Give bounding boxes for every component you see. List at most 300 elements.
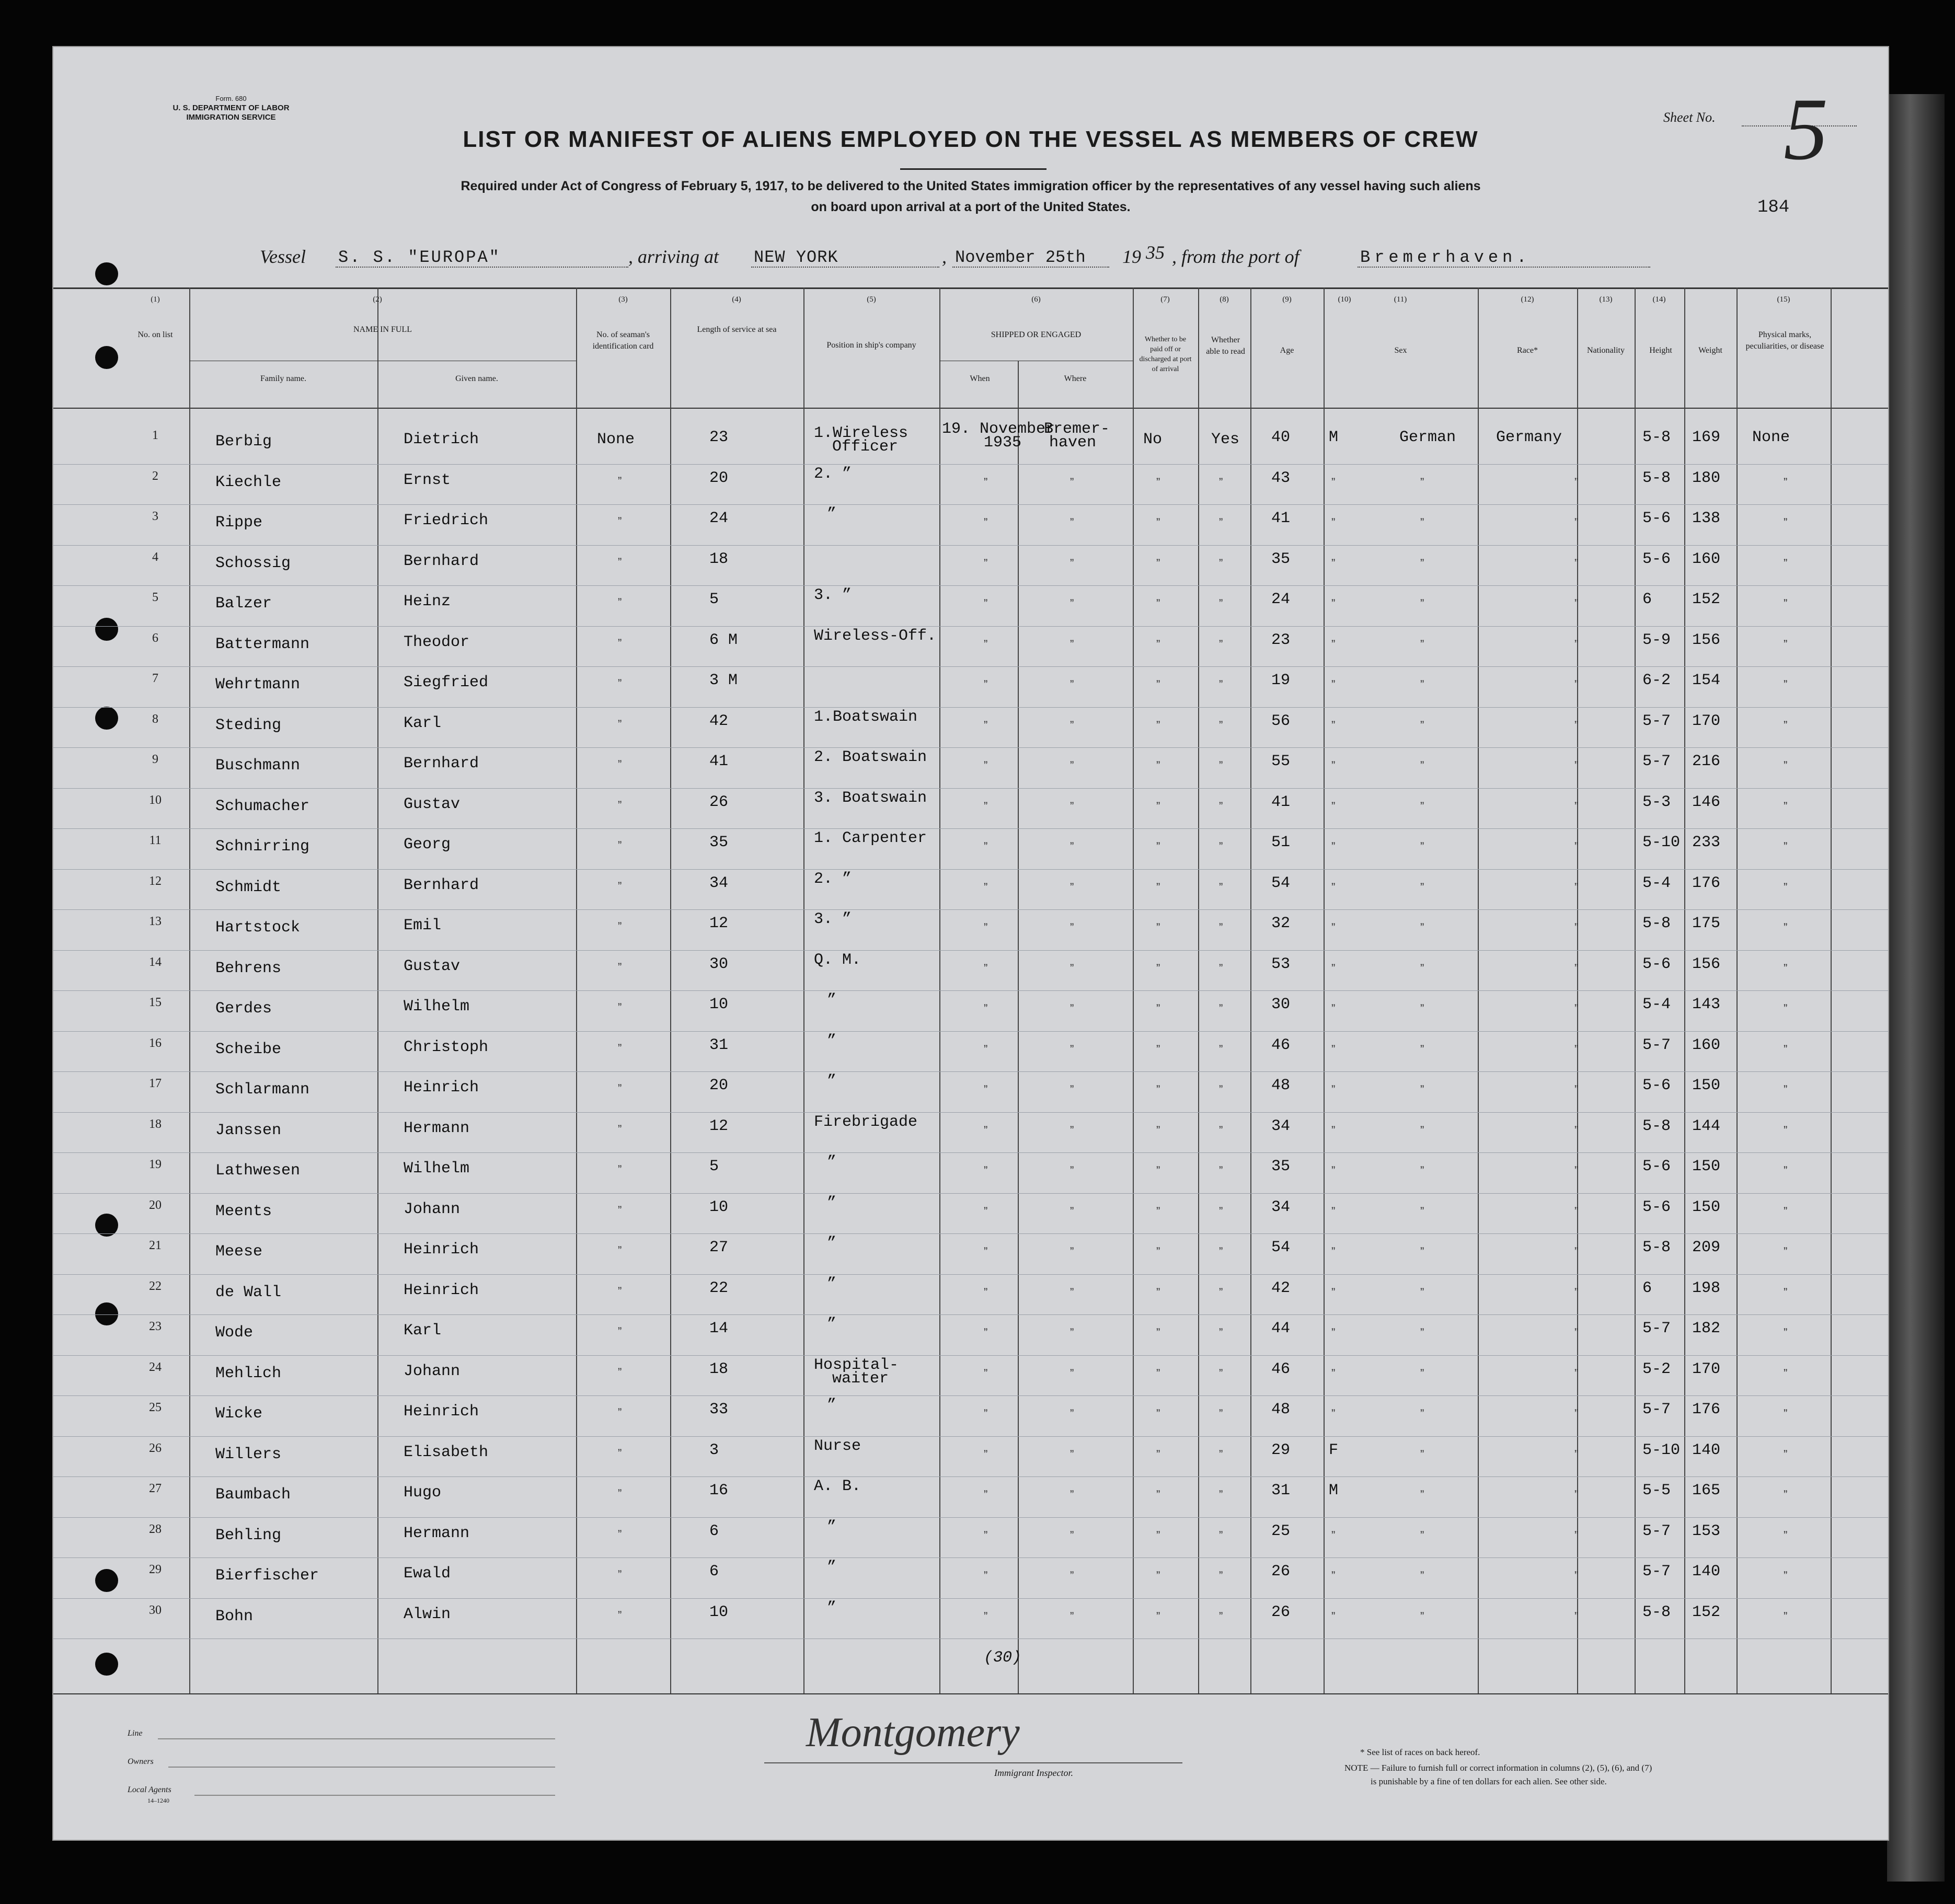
physical-marks-ditto: ” <box>1784 719 1788 732</box>
family-name: Wode <box>215 1324 254 1342</box>
seaman-id-ditto: ” <box>618 718 622 731</box>
physical-marks-ditto: ” <box>1784 1245 1788 1258</box>
owners-label: Owners <box>128 1757 154 1766</box>
shipped-where-ditto: ” <box>1070 1164 1074 1177</box>
title-rule <box>900 168 1046 170</box>
able-to-read-ditto: ” <box>1219 1367 1223 1380</box>
paid-off-ditto: ” <box>1156 638 1160 651</box>
shipped-when-ditto: ” <box>984 1610 988 1623</box>
height: 5-7 <box>1642 1320 1671 1337</box>
paid-off-ditto: ” <box>1156 1124 1160 1137</box>
sex-ditto: ” <box>1331 921 1336 934</box>
row-number: 17 <box>149 1077 162 1090</box>
row-number: 26 <box>149 1441 162 1455</box>
age: 34 <box>1271 1117 1291 1135</box>
physical-marks-ditto: ” <box>1784 1286 1788 1299</box>
age: 26 <box>1271 1563 1291 1580</box>
shipped-where-ditto: ” <box>1070 516 1074 529</box>
age: 43 <box>1271 469 1291 487</box>
header-where: Where <box>1064 374 1087 383</box>
able-to-read-ditto: ” <box>1219 1326 1223 1339</box>
height: 5-4 <box>1642 996 1671 1013</box>
position: Hospital- <box>814 1356 899 1374</box>
paid-off-ditto: ” <box>1156 962 1160 975</box>
weight: 140 <box>1692 1563 1721 1580</box>
given-name: Heinz <box>404 593 451 610</box>
nationality-ditto: ” <box>1574 840 1579 853</box>
shipped-when-ditto: ” <box>984 1367 988 1380</box>
weight: 138 <box>1692 510 1721 527</box>
manifest-page <box>52 46 1889 1841</box>
row-number: 14 <box>149 955 162 969</box>
header-weight: Weight <box>1698 346 1722 355</box>
race-ditto: ” <box>1420 1488 1424 1501</box>
shipped-where-ditto: ” <box>1070 1448 1074 1461</box>
shipped-when-ditto: ” <box>984 1286 988 1299</box>
seaman-id-ditto: ” <box>618 1123 622 1136</box>
race-ditto: ” <box>1420 840 1424 853</box>
header-age: Age <box>1280 346 1294 355</box>
row-number: 12 <box>149 874 162 888</box>
shipped-where-ditto: ” <box>1070 597 1074 610</box>
position: Firebrigade <box>814 1113 918 1131</box>
shipped-where-ditto: ” <box>1070 1245 1074 1258</box>
family-name: Lathwesen <box>215 1162 301 1180</box>
height: 5-8 <box>1642 1603 1671 1621</box>
paid-off-ditto: ” <box>1156 1488 1160 1501</box>
family-name: Willers <box>215 1446 282 1463</box>
able-to-read-ditto: ” <box>1219 1205 1223 1218</box>
paid-off-ditto: ” <box>1156 921 1160 934</box>
family-name: Berbig <box>215 433 272 451</box>
line-label: Line <box>128 1729 143 1738</box>
row-rule <box>53 950 1888 951</box>
sheet-label: Sheet No. <box>1663 110 1716 125</box>
race-ditto: ” <box>1420 800 1424 813</box>
seaman-id-ditto: ” <box>618 1163 622 1176</box>
row-number: 28 <box>149 1522 162 1536</box>
age: 19 <box>1271 672 1291 689</box>
length-of-service: 35 <box>709 834 729 851</box>
nationality-ditto: ” <box>1574 719 1579 732</box>
form-header <box>121 94 341 122</box>
nationality-ditto: ” <box>1574 678 1579 691</box>
family-name: Behrens <box>215 960 282 977</box>
height: 5-6 <box>1642 1198 1671 1216</box>
race-note: * See list of races on back hereof. <box>1360 1747 1480 1757</box>
race-ditto: ” <box>1420 597 1424 610</box>
nationality-ditto: ” <box>1574 557 1579 570</box>
seaman-id-ditto: ” <box>618 961 622 974</box>
shipped-where-ditto: ” <box>1070 1488 1074 1501</box>
row-rule <box>53 1233 1888 1234</box>
age: 26 <box>1271 1603 1291 1621</box>
paid-off-ditto: ” <box>1156 1002 1160 1015</box>
row-rule <box>53 1031 1888 1032</box>
row-number: 23 <box>149 1320 162 1333</box>
shipped-where: Bremer- <box>1044 420 1110 438</box>
weight: 156 <box>1692 955 1721 973</box>
given-name: Karl <box>404 714 442 732</box>
physical-marks-ditto: ” <box>1784 597 1788 610</box>
row-number: 15 <box>149 996 162 1009</box>
weight: 150 <box>1692 1158 1721 1175</box>
nationality-ditto: ” <box>1574 1569 1579 1582</box>
sex-ditto: ” <box>1331 1124 1336 1137</box>
seaman-id-ditto: ” <box>618 1487 622 1500</box>
paid-off-ditto: ” <box>1156 840 1160 853</box>
height: 5-8 <box>1642 915 1671 932</box>
given-name: Bernhard <box>404 755 479 772</box>
given-name: Heinrich <box>404 1079 479 1097</box>
sex-ditto: ” <box>1331 1569 1336 1582</box>
length-of-service: 5 <box>709 591 719 608</box>
nationality-ditto: ” <box>1574 1610 1579 1623</box>
sex-ditto: ” <box>1331 638 1336 651</box>
age: 42 <box>1271 1279 1291 1297</box>
race-ditto: ” <box>1420 638 1424 651</box>
sex-ditto: ” <box>1331 1164 1336 1177</box>
age: 53 <box>1271 955 1291 973</box>
nationality-ditto: ” <box>1574 1529 1579 1542</box>
length-of-service: 18 <box>709 550 729 568</box>
row-rule <box>53 1112 1888 1113</box>
given-name: Theodor <box>404 633 470 651</box>
race-ditto: ” <box>1420 1529 1424 1542</box>
header-length-service: Length of service at sea <box>697 325 777 334</box>
row-rule <box>53 1355 1888 1356</box>
weight: 180 <box>1692 469 1721 487</box>
able-to-read-ditto: ” <box>1219 638 1223 651</box>
punch-hole <box>95 1302 118 1325</box>
height: 5-7 <box>1642 712 1671 730</box>
sex-ditto: ” <box>1331 840 1336 853</box>
seaman-id-ditto: ” <box>618 1244 622 1257</box>
paid-off-ditto: ” <box>1156 800 1160 813</box>
paid-off-ditto: ” <box>1156 516 1160 529</box>
nationality-ditto: ” <box>1574 1488 1579 1501</box>
seaman-id-ditto: ” <box>618 1366 622 1379</box>
paid-off-ditto: ” <box>1156 678 1160 691</box>
row-number: 18 <box>149 1117 162 1131</box>
row-rule <box>53 1193 1888 1194</box>
race-ditto: ” <box>1420 962 1424 975</box>
height: 5-7 <box>1642 1522 1671 1540</box>
nationality-ditto: ” <box>1574 1326 1579 1339</box>
nationality-ditto: ” <box>1574 1367 1579 1380</box>
seaman-id-ditto: ” <box>618 799 622 812</box>
position: ” <box>827 505 837 523</box>
row-rule <box>53 464 1888 465</box>
family-name: Battermann <box>215 636 310 653</box>
height: 6 <box>1642 1279 1652 1297</box>
column-number: (2) <box>373 295 382 304</box>
age: 35 <box>1271 550 1291 568</box>
header-race: Race* <box>1517 346 1538 355</box>
row-number: 25 <box>149 1401 162 1414</box>
weight: 169 <box>1692 429 1721 446</box>
shipped-where-ditto: ” <box>1070 881 1074 894</box>
position: ” <box>827 1316 837 1333</box>
row-rule <box>53 1598 1888 1599</box>
able-to-read-ditto: ” <box>1219 1083 1223 1096</box>
subtitle <box>53 176 1888 217</box>
age: 54 <box>1271 874 1291 892</box>
family-name: Behling <box>215 1527 282 1544</box>
position: ” <box>827 1194 837 1212</box>
owners-field <box>168 1767 555 1768</box>
fine-note-2: is punishable by a fine of ten dollars for each alien. See other side. <box>1371 1776 1607 1786</box>
length-of-service: 3 M <box>709 672 738 689</box>
row-rule <box>53 1517 1888 1518</box>
age: 41 <box>1271 793 1291 811</box>
given-name: Johann <box>404 1201 461 1218</box>
nationality-ditto: ” <box>1574 1002 1579 1015</box>
paid-off-ditto: ” <box>1156 1326 1160 1339</box>
length-of-service: 34 <box>709 874 729 892</box>
able-to-read-ditto: ” <box>1219 1488 1223 1501</box>
shipped-when-ditto: ” <box>984 759 988 772</box>
row-number: 10 <box>149 793 162 807</box>
shipped-when-ditto: ” <box>984 1407 988 1420</box>
race-ditto: ” <box>1420 1164 1424 1177</box>
length-of-service: 5 <box>709 1158 719 1175</box>
weight: 209 <box>1692 1239 1721 1256</box>
weight: 156 <box>1692 631 1721 649</box>
year-suffix: 35 <box>1146 242 1165 263</box>
department: U. S. DEPARTMENT OF LABOR <box>172 103 290 112</box>
row-number: 29 <box>149 1563 162 1576</box>
physical-marks-ditto: ” <box>1784 800 1788 813</box>
column-number: (11) <box>1394 295 1407 304</box>
vessel-name: S. S. "EUROPA" <box>338 248 501 267</box>
shipped-where-ditto: ” <box>1070 962 1074 975</box>
paid-off-ditto: ” <box>1156 719 1160 732</box>
family-name: Buschmann <box>215 757 301 775</box>
given-name: Gustav <box>404 795 461 813</box>
header-sex: Sex <box>1394 346 1407 355</box>
able-to-read-ditto: ” <box>1219 476 1223 489</box>
paid-off-ditto: ” <box>1156 1043 1160 1056</box>
height: 5-6 <box>1642 510 1671 527</box>
page-title: LIST OR MANIFEST OF ALIENS EMPLOYED ON THE VESSEL AS MEMBERS OF CREW <box>463 126 1479 152</box>
length-of-service: 26 <box>709 793 729 811</box>
able-to-read-ditto: ” <box>1219 921 1223 934</box>
paid-off-ditto: ” <box>1156 1245 1160 1258</box>
physical-marks-ditto: ” <box>1784 1448 1788 1461</box>
paid-off-ditto: ” <box>1156 759 1160 772</box>
paid-off-ditto: ” <box>1156 1367 1160 1380</box>
weight: 140 <box>1692 1441 1721 1459</box>
paid-off-ditto: ” <box>1156 557 1160 570</box>
physical-marks-ditto: ” <box>1784 1407 1788 1420</box>
nationality-ditto: ” <box>1574 638 1579 651</box>
row-rule <box>53 747 1888 748</box>
sex-ditto: ” <box>1331 516 1336 529</box>
row-rule <box>53 1638 1888 1639</box>
physical-marks-ditto: ” <box>1784 1043 1788 1056</box>
seaman-id-ditto: ” <box>618 475 622 488</box>
able-to-read-ditto: ” <box>1219 1448 1223 1461</box>
given-name: Hermann <box>404 1525 470 1542</box>
header-family-name: Family name. <box>260 374 306 383</box>
length-of-service: 10 <box>709 1603 729 1621</box>
position: Q. M. <box>814 951 861 969</box>
row-rule <box>53 788 1888 789</box>
age: 30 <box>1271 996 1291 1013</box>
weight: 160 <box>1692 1036 1721 1054</box>
position: Nurse <box>814 1437 861 1455</box>
physical-marks-ditto: ” <box>1784 1164 1788 1177</box>
age: 48 <box>1271 1077 1291 1094</box>
age: 54 <box>1271 1239 1291 1256</box>
age: 48 <box>1271 1401 1291 1418</box>
able-to-read-ditto: ” <box>1219 1529 1223 1542</box>
seaman-id: None <box>597 431 635 448</box>
punch-hole <box>95 346 118 369</box>
total-count: (30) <box>984 1649 1022 1667</box>
row-rule <box>53 869 1888 870</box>
inspector-label: Immigrant Inspector. <box>994 1768 1073 1778</box>
family-name: Schmidt <box>215 879 282 896</box>
age: 29 <box>1271 1441 1291 1459</box>
race-ditto: ” <box>1420 678 1424 691</box>
family-name: Scheibe <box>215 1041 282 1058</box>
sex: M <box>1329 429 1339 446</box>
height: 5-3 <box>1642 793 1671 811</box>
able-to-read-ditto: ” <box>1219 1286 1223 1299</box>
height: 5-10 <box>1642 834 1681 851</box>
row-rule <box>53 1274 1888 1275</box>
header-shipped: SHIPPED OR ENGAGED <box>991 330 1082 339</box>
table-bottom-rule <box>53 1693 1888 1694</box>
shipped-when-ditto: ” <box>984 476 988 489</box>
able-to-read-ditto: ” <box>1219 1043 1223 1056</box>
given-name: Friedrich <box>404 512 489 529</box>
physical-marks-ditto: ” <box>1784 1002 1788 1015</box>
height: 6-2 <box>1642 672 1671 689</box>
paid-off-ditto: ” <box>1156 1164 1160 1177</box>
shipped-where-ditto: ” <box>1070 759 1074 772</box>
column-number: (4) <box>732 295 741 304</box>
given-name: Bernhard <box>404 876 479 894</box>
shipped-where-ditto: ” <box>1070 557 1074 570</box>
shipped-when-ditto: ” <box>984 1245 988 1258</box>
weight: 176 <box>1692 1401 1721 1418</box>
sex-ditto: ” <box>1331 1002 1336 1015</box>
shipped-where-ditto: ” <box>1070 1610 1074 1623</box>
paid-off-ditto: ” <box>1156 1286 1160 1299</box>
position: ” <box>827 1518 837 1536</box>
shipped-when-ditto: ” <box>984 1083 988 1096</box>
given-name: Hugo <box>404 1484 442 1502</box>
family-name: de Wall <box>215 1284 282 1301</box>
weight: 198 <box>1692 1279 1721 1297</box>
able-to-read-ditto: ” <box>1219 1245 1223 1258</box>
race-ditto: ” <box>1420 1043 1424 1056</box>
given-name: Heinrich <box>404 1403 479 1421</box>
sex-ditto: ” <box>1331 1367 1336 1380</box>
race-ditto: ” <box>1420 881 1424 894</box>
age: 25 <box>1271 1522 1291 1540</box>
able-to-read-ditto: ” <box>1219 1569 1223 1582</box>
seaman-id-ditto: ” <box>618 1082 622 1095</box>
physical-marks-ditto: ” <box>1784 516 1788 529</box>
shipped-where-ditto: ” <box>1070 719 1074 732</box>
seaman-id-ditto: ” <box>618 1204 622 1217</box>
year-prefix: 19 <box>1122 246 1141 267</box>
position: 1.Wireless <box>814 424 908 442</box>
nationality-ditto: ” <box>1574 1164 1579 1177</box>
shipped-where-ditto: ” <box>1070 1205 1074 1218</box>
seaman-id-ditto: ” <box>618 1406 622 1419</box>
seaman-id-ditto: ” <box>618 596 622 609</box>
nationality-ditto: ” <box>1574 881 1579 894</box>
position: ” <box>827 1032 837 1050</box>
fine-note-1: NOTE — Failure to furnish full or correct information in columns (2), (5), (6), and (7) <box>1344 1763 1652 1773</box>
row-rule <box>53 504 1888 505</box>
signature-line <box>764 1762 1182 1763</box>
column-number: (5) <box>867 295 876 304</box>
weight: 175 <box>1692 915 1721 932</box>
position: 3. ” <box>814 910 852 928</box>
vessel-line <box>336 267 628 268</box>
column-number: (6) <box>1031 295 1041 304</box>
column-number: (1) <box>151 295 160 304</box>
shipped-when-ditto: ” <box>984 1043 988 1056</box>
shipped-when-ditto: ” <box>984 800 988 813</box>
physical-marks-ditto: ” <box>1784 1488 1788 1501</box>
paid-off-ditto: ” <box>1156 476 1160 489</box>
position: 1.Boatswain <box>814 708 918 726</box>
shipped-when-ditto: ” <box>984 1326 988 1339</box>
family-name: Wicke <box>215 1405 263 1423</box>
paid-off: No <box>1143 431 1163 448</box>
table-top-rule <box>53 287 1888 289</box>
given-name: Heinrich <box>404 1241 479 1259</box>
shipped-when-ditto: ” <box>984 719 988 732</box>
seaman-id-ditto: ” <box>618 758 622 771</box>
sex-ditto: ” <box>1331 1529 1336 1542</box>
family-name: Wehrtmann <box>215 676 301 694</box>
length-of-service: 20 <box>709 1077 729 1094</box>
row-rule <box>53 828 1888 829</box>
position: 2. ” <box>814 465 852 483</box>
height: 5-7 <box>1642 1036 1671 1054</box>
weight: 143 <box>1692 996 1721 1013</box>
sex-ditto: ” <box>1331 1286 1336 1299</box>
race-ditto: ” <box>1420 1448 1424 1461</box>
race-ditto: ” <box>1420 516 1424 529</box>
race-ditto: ” <box>1420 719 1424 732</box>
nationality-ditto: ” <box>1574 1407 1579 1420</box>
length-of-service: 3 <box>709 1441 719 1459</box>
weight: 160 <box>1692 550 1721 568</box>
length-of-service: 6 M <box>709 631 738 649</box>
row-number: 2 <box>152 469 158 483</box>
race-ditto: ” <box>1420 1002 1424 1015</box>
length-of-service: 14 <box>709 1320 729 1337</box>
column-number: (15) <box>1777 295 1790 304</box>
header-no-on-list: No. on list <box>137 330 173 339</box>
shipped-where-ditto: ” <box>1070 638 1074 651</box>
column-number: (9) <box>1282 295 1292 304</box>
length-of-service: 27 <box>709 1239 729 1256</box>
seaman-id-ditto: ” <box>618 556 622 569</box>
length-of-service: 12 <box>709 1117 729 1135</box>
header-paid-off: Whether to be paid off or discharged at port of arrival <box>1139 336 1192 373</box>
position: ” <box>827 1275 837 1293</box>
